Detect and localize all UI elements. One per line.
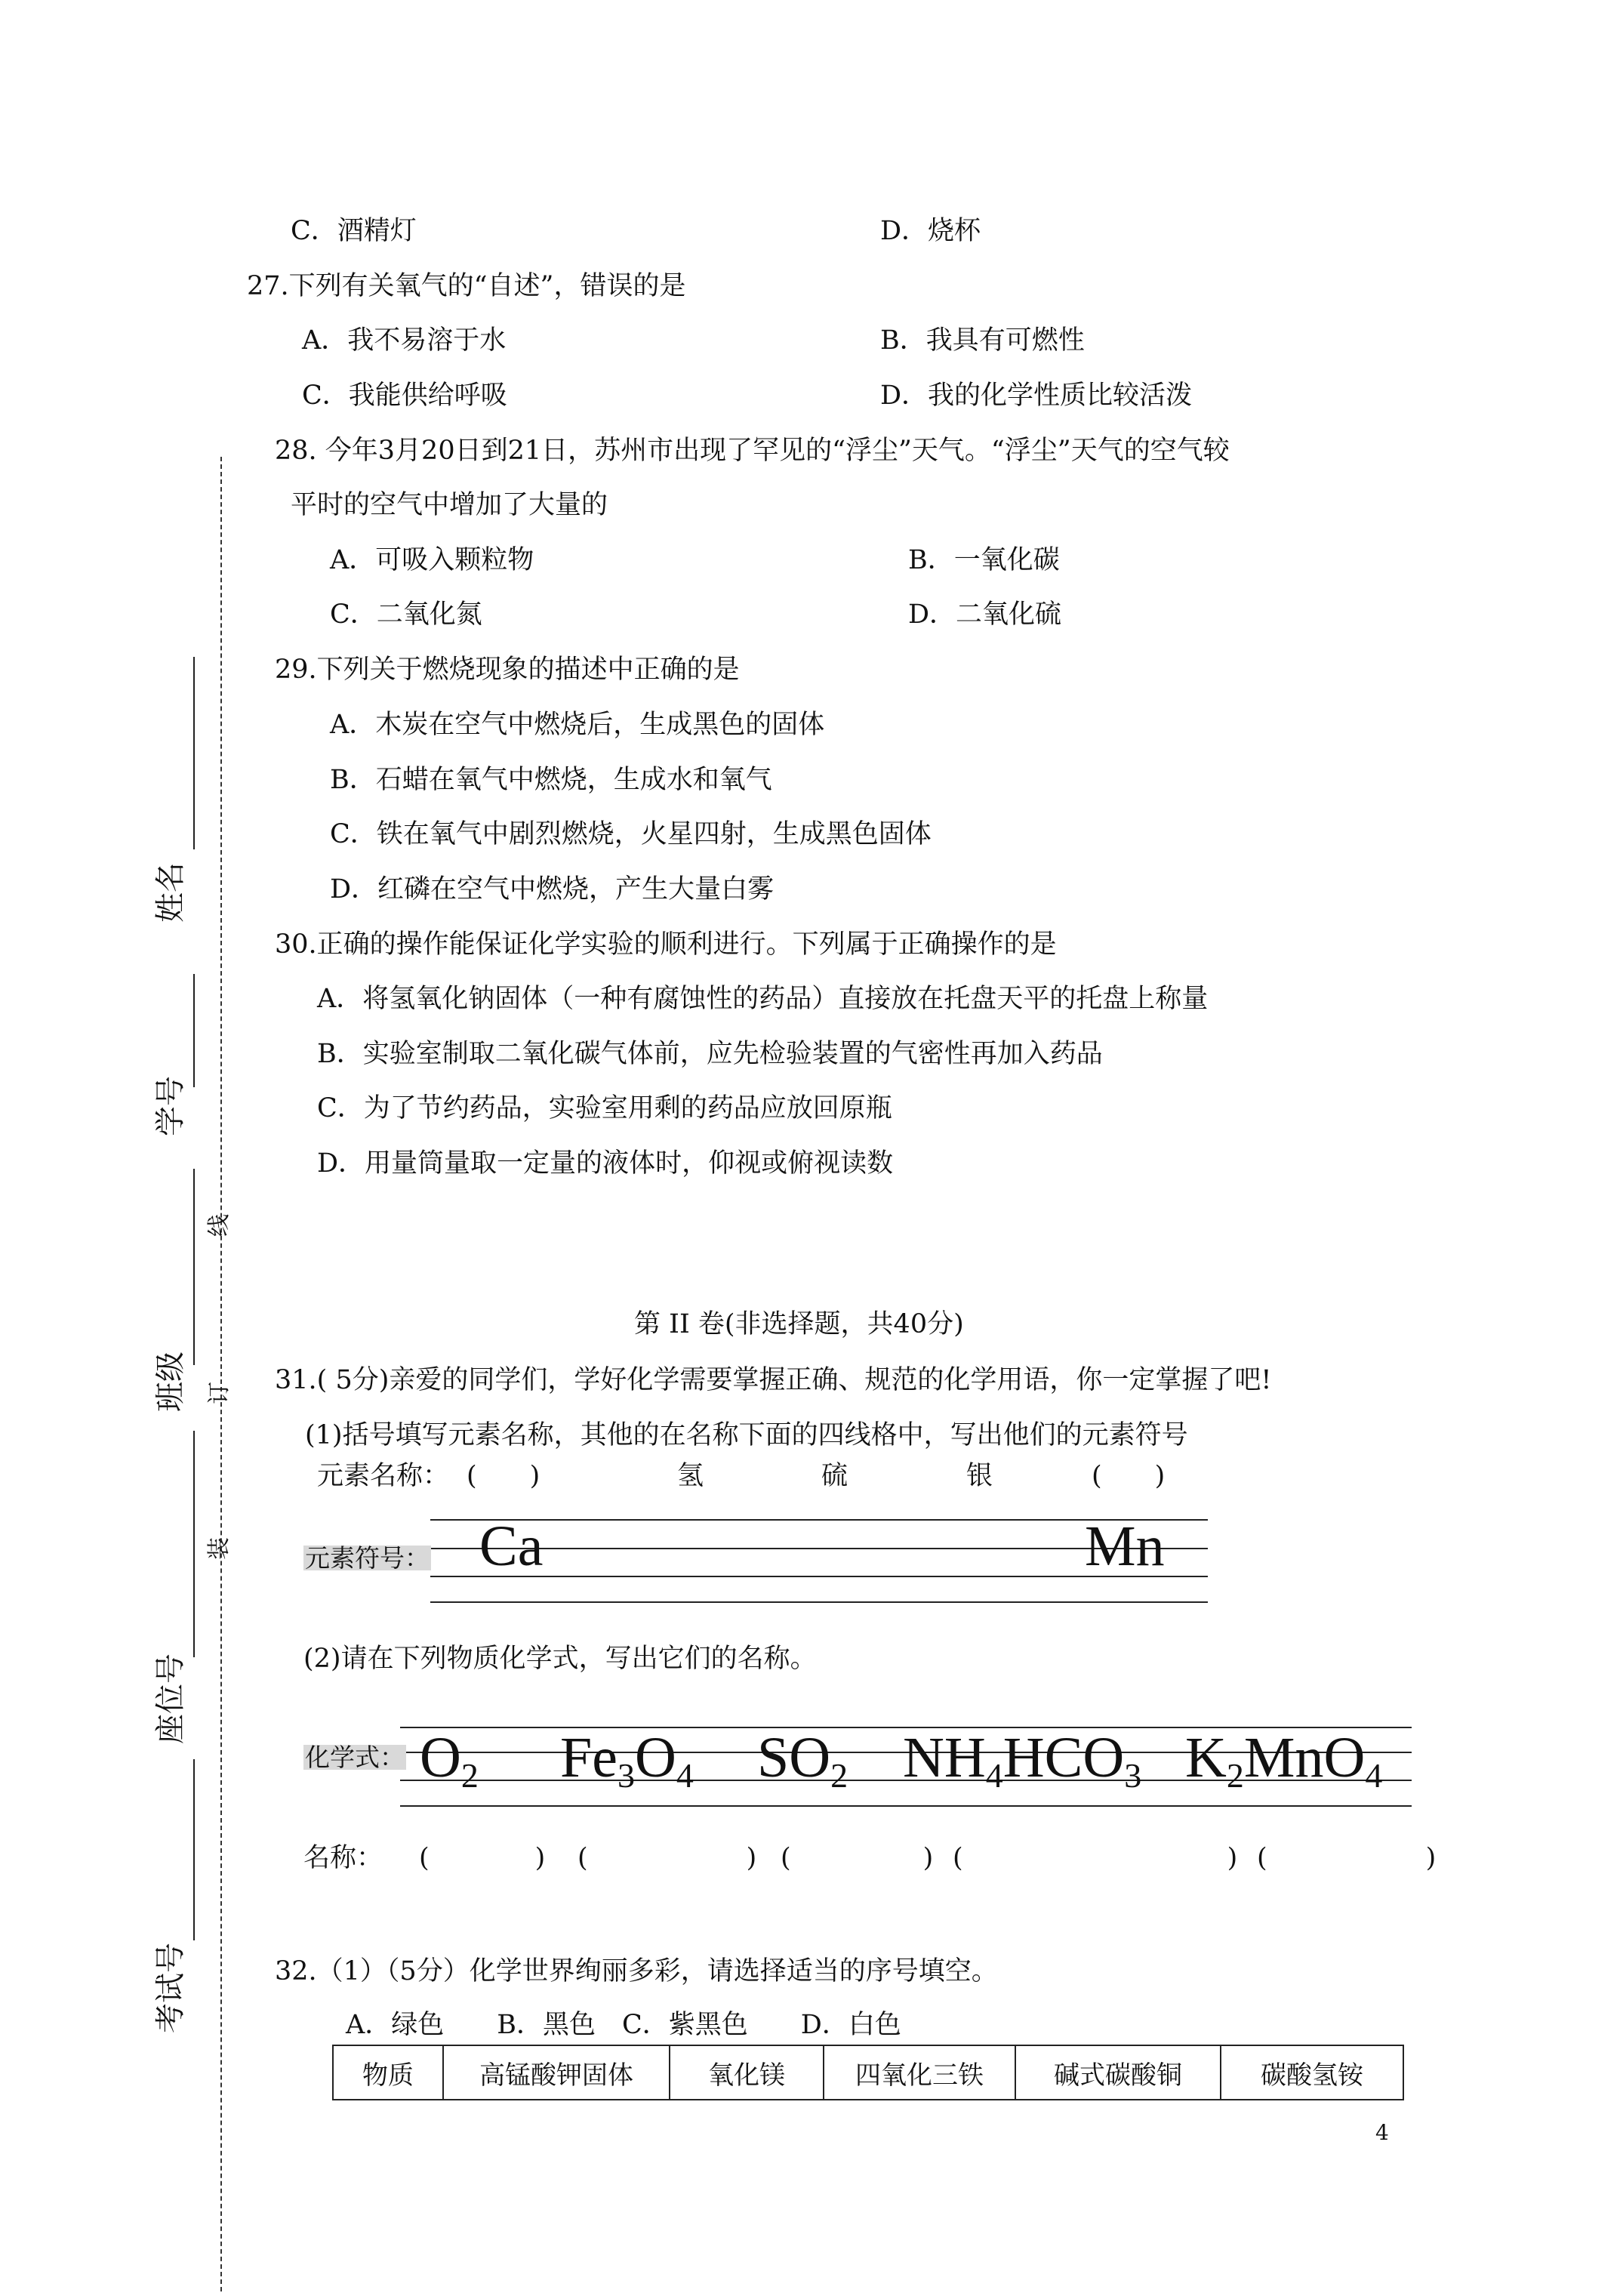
q31-part1-instruction: (1)括号填写元素名称，其他的在名称下面的四线格中，写出他们的元素符号 [305, 1420, 1188, 1450]
margin-label-zuoweihao: 座位号 [153, 1653, 188, 1744]
element-symbols-label: 元素符号： [305, 1543, 430, 1573]
q32-color-options: A．绿色 B．黑色 C．紫黑色 D．白色 [346, 2010, 901, 2040]
q27-option-d: D．我的化学性质比较活泼 [880, 381, 1193, 411]
table-header-cell: 物质 [333, 2045, 443, 2100]
q29-option-b: B．石蜡在氧气中燃烧，生成水和氧气 [330, 765, 772, 795]
formula-name-blank-3[interactable]: ( ) [781, 1843, 934, 1873]
banji-underline [193, 1169, 195, 1365]
q29-option-d: D．红磷在空气中燃烧，产生大量白雾 [330, 874, 775, 905]
q31-stem: 31.( 5分)亲爱的同学们，学好化学需要掌握正确、规范的化学用语，你一定掌握了吧! [275, 1365, 1272, 1395]
kaoshihao-underline [193, 1759, 195, 1940]
section-2-title: 第 II 卷(非选择题，共40分) [634, 1309, 964, 1339]
q32-stem: 32.（1）（5分）化学世界绚丽多彩，请选择适当的序号填空。 [275, 1956, 998, 1986]
formula-nh4hco3: $NH_4HCO_3$ [903, 1726, 1142, 1795]
q27-option-b: B．我具有可燃性 [880, 325, 1085, 356]
q27-option-c: C．我能供给呼吸 [302, 381, 507, 411]
symbol-mn: Mn [1085, 1515, 1165, 1578]
q27-option-a: A．我不易溶于水 [302, 325, 507, 356]
table-header-cell: 四氧化三铁 [824, 2045, 1015, 2100]
table-header-cell: 碱式碳酸铜 [1015, 2045, 1221, 2100]
binding-dashed-line [220, 457, 222, 2291]
q28-option-a: A．可吸入颗粒物 [330, 545, 534, 575]
element-name-blank-2[interactable]: ( ) [1092, 1461, 1166, 1491]
formula-name-blank-2[interactable]: ( ) [577, 1843, 757, 1873]
q28-option-c: C．二氧化氮 [330, 599, 482, 630]
margin-label-xingming: 姓名 [153, 862, 188, 923]
formula-grid-line-4 [400, 1805, 1412, 1807]
binding-mark-zhuang: 装 [206, 1537, 233, 1560]
q29-option-c: C．铁在氧气中剧烈燃烧，火星四射，生成黑色固体 [330, 819, 932, 849]
page-number: 4 [1375, 2120, 1389, 2145]
q26-option-d: D．烧杯 [880, 216, 981, 246]
binding-mark-xian: 线 [206, 1214, 233, 1237]
formula-name-blank-1[interactable]: ( ) [419, 1843, 546, 1873]
name-underline [193, 657, 195, 849]
q28-option-d: D．二氧化硫 [908, 599, 1062, 630]
table-row [333, 2045, 1403, 2100]
formula-label: 化学式： [305, 1743, 405, 1772]
margin-label-kaoshihao: 考试号 [153, 1943, 188, 2033]
formula-names-label: 名称： [303, 1843, 383, 1873]
symbol-ca: Ca [479, 1515, 544, 1578]
q30-option-c: C．为了节约药品，实验室用剩的药品应放回原瓶 [317, 1093, 892, 1123]
q29-stem: 29.下列关于燃烧现象的描述中正确的是 [275, 655, 740, 685]
xuehao-underline [193, 974, 195, 1087]
q29-option-a: A．木炭在空气中燃烧后，生成黑色的固体 [330, 710, 825, 740]
q30-stem: 30.正确的操作能保证化学实验的顺利进行。下列属于正确操作的是 [275, 929, 1057, 960]
q30-option-a: A．将氢氧化钠固体（一种有腐蚀性的药品）直接放在托盘天平的托盘上称量 [317, 984, 1209, 1014]
q28-stem-line2: 平时的空气中增加了大量的 [291, 490, 608, 520]
q28-stem-line1: 28. 今年3月20日到21日，苏州市出现了罕见的“浮尘”天气。“浮尘”天气的空气较 [275, 436, 1230, 466]
q30-option-d: D．用量筒量取一定量的液体时，仰视或俯视读数 [317, 1148, 894, 1179]
q27-stem: 27.下列有关氧气的“自述”，错误的是 [247, 271, 686, 301]
formula-name-blank-5[interactable]: ( ) [1257, 1843, 1437, 1873]
element-name-silver: 银 [966, 1461, 993, 1491]
element-name-hydrogen: 氢 [677, 1461, 704, 1491]
binding-mark-ding: 订 [206, 1382, 233, 1404]
table-header-cell: 碳酸氢铵 [1221, 2045, 1403, 2100]
margin-label-banji: 班级 [153, 1351, 188, 1412]
formula-so2: $SO_2$ [757, 1726, 848, 1795]
symbol-grid-line-4 [430, 1601, 1208, 1603]
formula-o2: $O_2$ [420, 1726, 479, 1795]
q30-option-b: B．实验室制取二氧化碳气体前，应先检验装置的气密性再加入药品 [317, 1039, 1103, 1069]
element-names-label: 元素名称： [317, 1461, 450, 1491]
q31-part2-instruction: (2)请在下列物质化学式，写出它们的名称。 [303, 1644, 817, 1674]
formula-fe3o4: $Fe_3O_4$ [560, 1726, 694, 1795]
element-name-sulfur: 硫 [821, 1461, 848, 1491]
table-header-cell: 高锰酸钾固体 [443, 2045, 670, 2100]
margin-label-xuehao: 学号 [153, 1076, 188, 1136]
element-name-blank-1[interactable]: ( ) [467, 1461, 540, 1491]
q26-option-c: C．酒精灯 [291, 216, 417, 246]
table-header-cell: 氧化镁 [670, 2045, 824, 2100]
q32-substance-table [332, 2045, 1404, 2100]
formula-name-blank-4[interactable]: ( ) [953, 1843, 1238, 1873]
q28-option-b: B．一氧化碳 [908, 545, 1060, 575]
formula-k2mno4: $K_2MnO_4$ [1185, 1726, 1383, 1795]
zuoweihao-underline [193, 1431, 195, 1657]
